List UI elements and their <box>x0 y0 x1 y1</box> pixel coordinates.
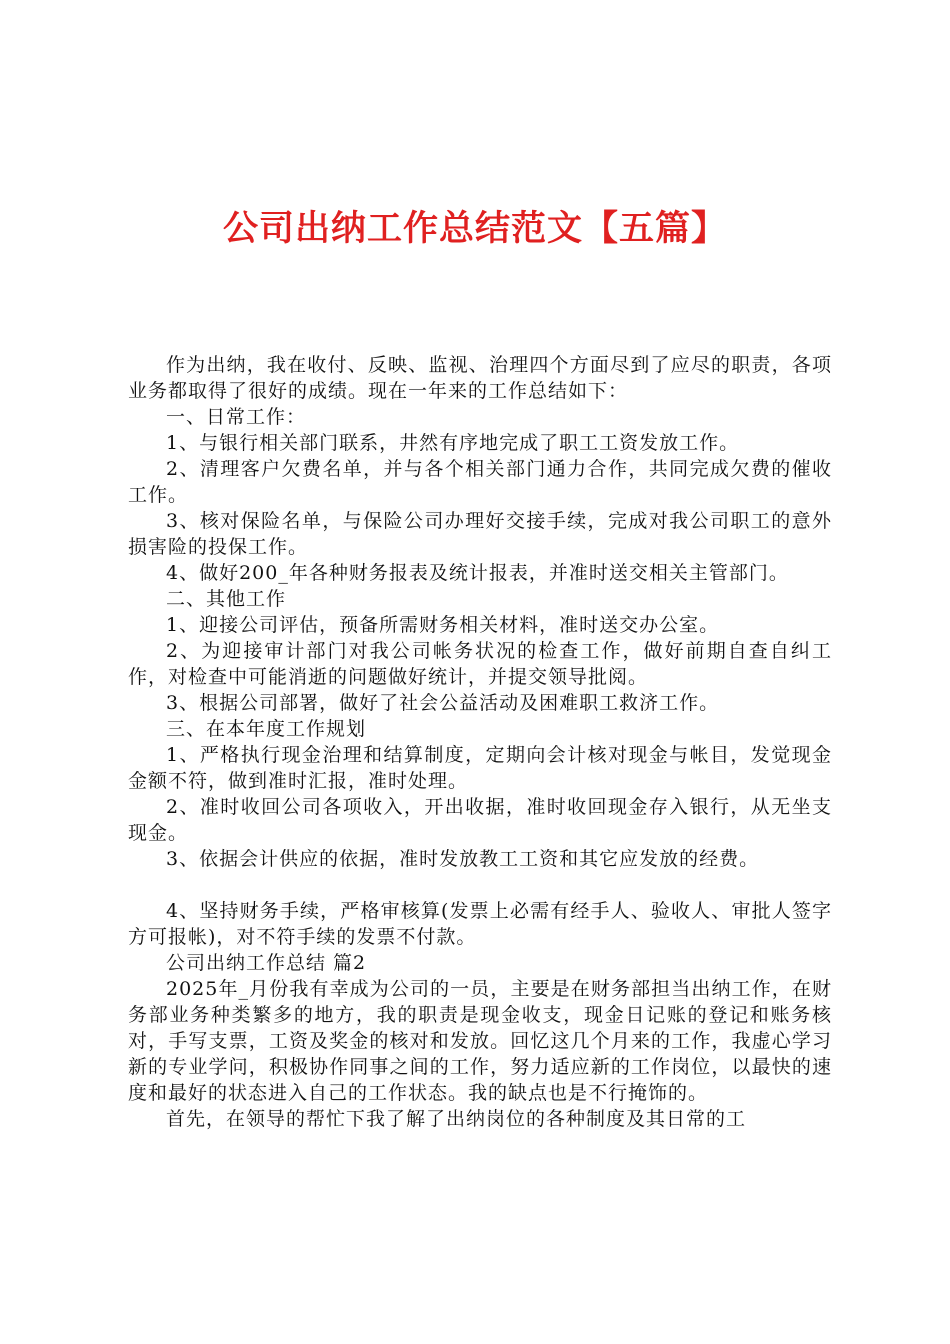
section-heading: 公司出纳工作总结 篇2 <box>166 952 367 974</box>
paragraph: 首先，在领导的帮忙下我了解了出纳岗位的各种制度及其日常的工 <box>166 1108 747 1130</box>
paragraph: 2025年_月份我有幸成为公司的一员，主要是在财务部担当出纳工作，在财务部业务种类繁多的地方，我的职责是现金收支，现金日记账的登记和账务核对，手写支票，工资及奖金的核对和发放。回忆这几个月来的工作，我虚心学习新的专业学问，积极协作同事之间的工作，努力适应新的工作岗位，以最快的速度和最好的状态进入自己的工作状态。我的缺点也是不行掩饰的。 <box>128 978 832 1104</box>
paragraph: 2、清理客户欠费名单，并与各个相关部门通力合作，共同完成欠费的催收工作。 <box>128 458 832 506</box>
paragraph: 1、严格执行现金治理和结算制度，定期向会计核对现金与帐目，发觉现金金额不符，做到准时汇报，准时处理。 <box>128 744 832 792</box>
paragraph: 3、根据公司部署，做好了社会公益活动及困难职工救济工作。 <box>166 692 720 714</box>
section-heading: 三、在本年度工作规划 <box>166 718 367 740</box>
paragraph: 3、核对保险名单，与保险公司办理好交接手续，完成对我公司职工的意外损害险的投保工作。 <box>128 510 832 558</box>
section-heading: 二、其他工作 <box>166 588 287 610</box>
paragraph: 2、为迎接审计部门对我公司帐务状况的检查工作，做好前期自查自纠工作，对检查中可能消逝的问题做好统计，并提交领导批阅。 <box>128 640 832 688</box>
paragraph: 2、准时收回公司各项收入，开出收据，准时收回现金存入银行，从无坐支现金。 <box>128 796 832 844</box>
paragraph: 作为出纳，我在收付、反映、监视、治理四个方面尽到了应尽的职责，各项业务都取得了很好的成绩。现在一年来的工作总结如下： <box>128 354 832 402</box>
paragraph: 4、坚持财务手续，严格审核算(发票上必需有经手人、验收人、审批人签字方可报帐)，对不符手续的发票不付款。 <box>128 900 832 948</box>
paragraph: 4、做好200_年各种财务报表及统计报表，并准时送交相关主管部门。 <box>166 562 789 584</box>
section-heading: 一、日常工作： <box>166 406 307 428</box>
paragraph: 1、与银行相关部门联系，井然有序地完成了职工工资发放工作。 <box>166 432 740 454</box>
document-title: 公司出纳工作总结范文【五篇】 <box>222 209 727 249</box>
paragraph: 3、依据会计供应的依据，准时发放教工工资和其它应发放的经费。 <box>166 848 760 870</box>
document-body <box>128 352 832 1132</box>
paragraph: 1、迎接公司评估，预备所需财务相关材料，准时送交办公室。 <box>166 614 720 636</box>
